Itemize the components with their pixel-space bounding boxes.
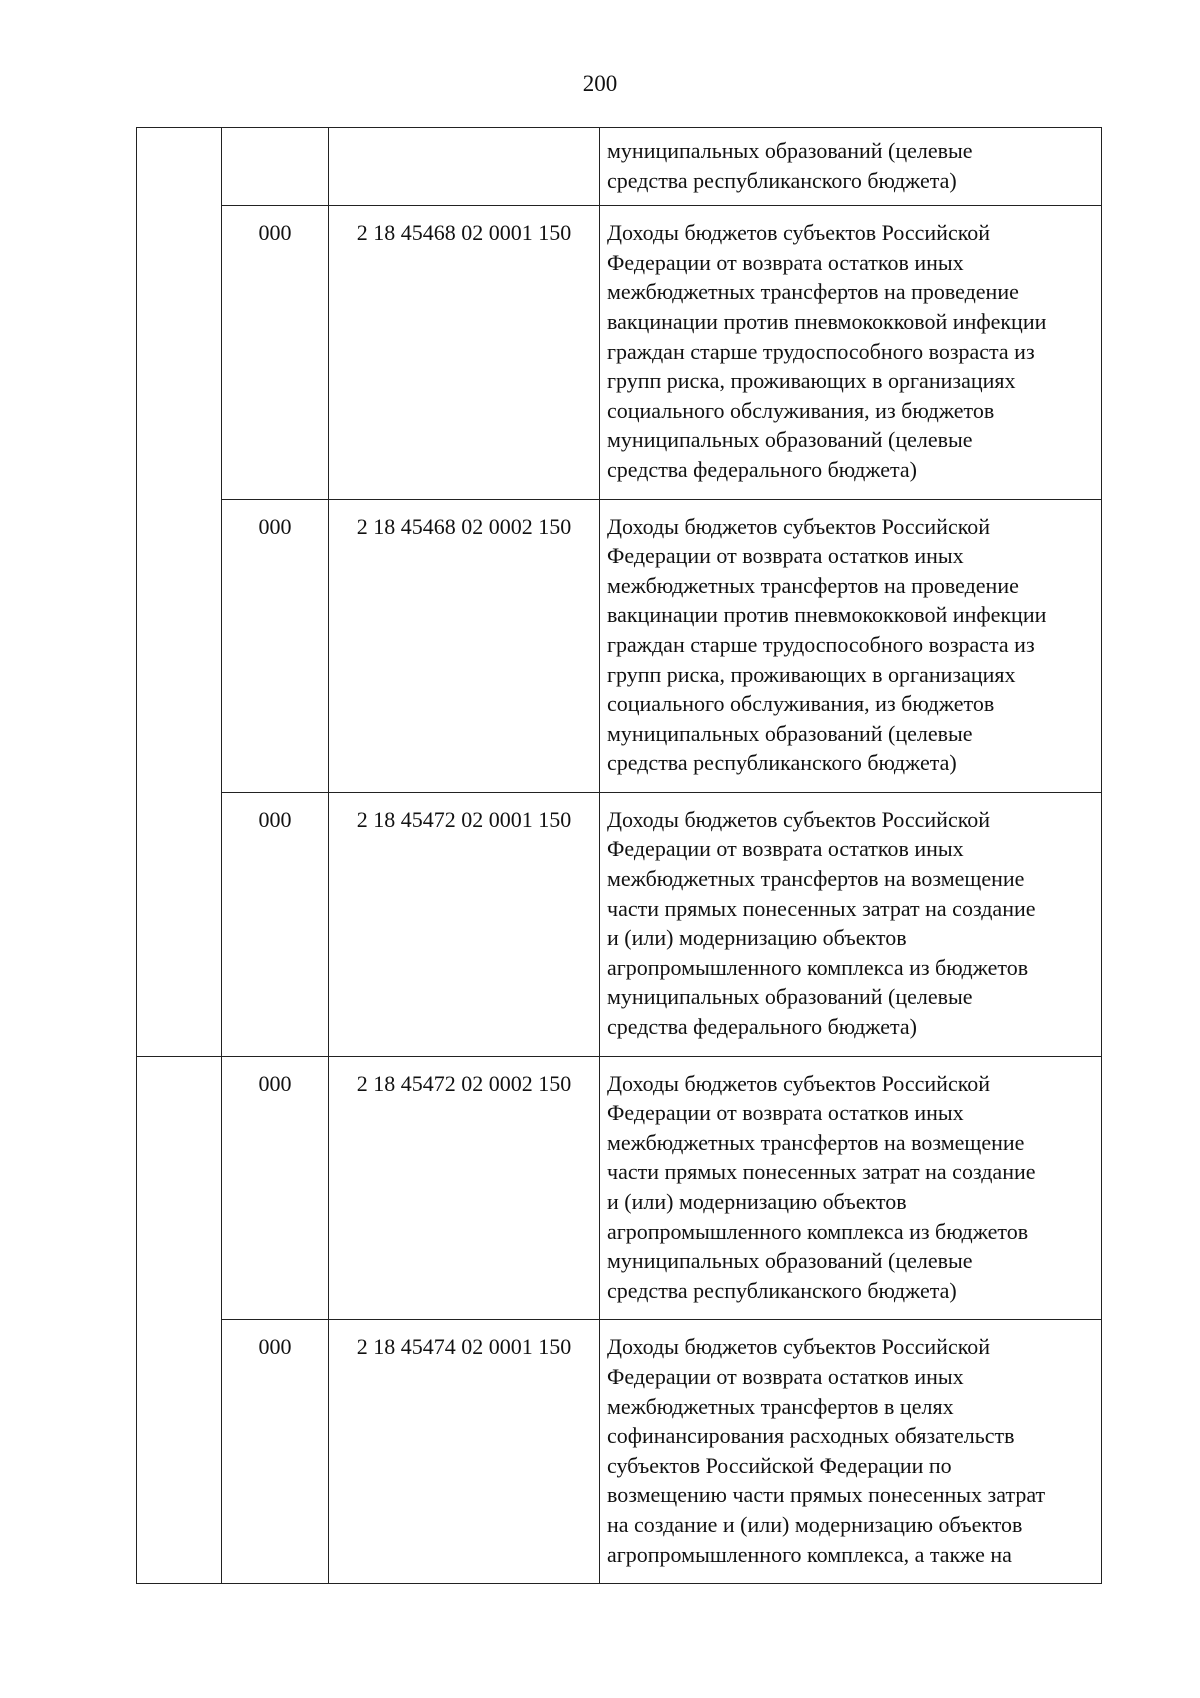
description-cell: Доходы бюджетов субъектов Российской Федерации от возврата остатков иных межбюджетных трансфертов на проведение вакцинации против пневмококковой инфекции граждан старше трудоспособного возраста из групп риска, проживающих в организациях социального обслуживания, из бюджетов муниципальных образований (целевые средства республиканского бюджета) xyxy=(600,499,1102,792)
row-number-cell xyxy=(137,1056,222,1320)
row-number-cell xyxy=(137,499,222,792)
description-cell: Доходы бюджетов субъектов Российской Федерации от возврата остатков иных межбюджетных трансфертов на проведение вакцинации против пневмококковой инфекции граждан старше трудоспособного возраста из групп риска, проживающих в организациях социального обслуживания, из бюджетов муниципальных образований (целевые средства федерального бюджета) xyxy=(600,206,1102,499)
kbk-code-cell: 2 18 45472 02 0001 150 xyxy=(329,792,600,1056)
kbk-code-cell: 2 18 45474 02 0001 150 xyxy=(329,1320,600,1584)
admin-code-cell: 000 xyxy=(222,792,329,1056)
admin-code-cell: 000 xyxy=(222,1056,329,1320)
row-number-cell xyxy=(137,792,222,1056)
admin-code-cell: 000 xyxy=(222,1320,329,1584)
description-cell: муниципальных образований (целевые средства республиканского бюджета) xyxy=(600,128,1102,206)
table-row xyxy=(137,206,1102,499)
admin-code-cell: 000 xyxy=(222,499,329,792)
kbk-code-cell xyxy=(329,128,600,206)
table-row xyxy=(137,1056,1102,1320)
table-row xyxy=(137,1320,1102,1584)
row-number-cell xyxy=(137,206,222,499)
row-number-cell xyxy=(137,128,222,206)
description-cell: Доходы бюджетов субъектов Российской Федерации от возврата остатков иных межбюджетных трансфертов в целях софинансирования расходных обязательств субъектов Российской Федерации по возмещению части прямых понесенных затрат на создание и (или) модернизацию объектов агропромышленного комплекса, а также на xyxy=(600,1320,1102,1584)
row-number-cell xyxy=(137,1320,222,1584)
page-number: 200 xyxy=(582,71,618,96)
description-cell: Доходы бюджетов субъектов Российской Федерации от возврата остатков иных межбюджетных трансфертов на возмещение части прямых понесенных затрат на создание и (или) модернизацию объектов агропромышленного комплекса из бюджетов муниципальных образований (целевые средства республиканского бюджета) xyxy=(600,1056,1102,1320)
kbk-code-cell: 2 18 45472 02 0002 150 xyxy=(329,1056,600,1320)
kbk-code-cell: 2 18 45468 02 0002 150 xyxy=(329,499,600,792)
kbk-code-cell: 2 18 45468 02 0001 150 xyxy=(329,206,600,499)
admin-code-cell: 000 xyxy=(222,206,329,499)
admin-code-cell xyxy=(222,128,329,206)
revenue-codes-table xyxy=(136,127,1102,1584)
description-cell: Доходы бюджетов субъектов Российской Федерации от возврата остатков иных межбюджетных трансфертов на возмещение части прямых понесенных затрат на создание и (или) модернизацию объектов агропромышленного комплекса из бюджетов муниципальных образований (целевые средства федерального бюджета) xyxy=(600,792,1102,1056)
table-row xyxy=(137,792,1102,1056)
table-row xyxy=(137,128,1102,206)
table-row xyxy=(137,499,1102,792)
